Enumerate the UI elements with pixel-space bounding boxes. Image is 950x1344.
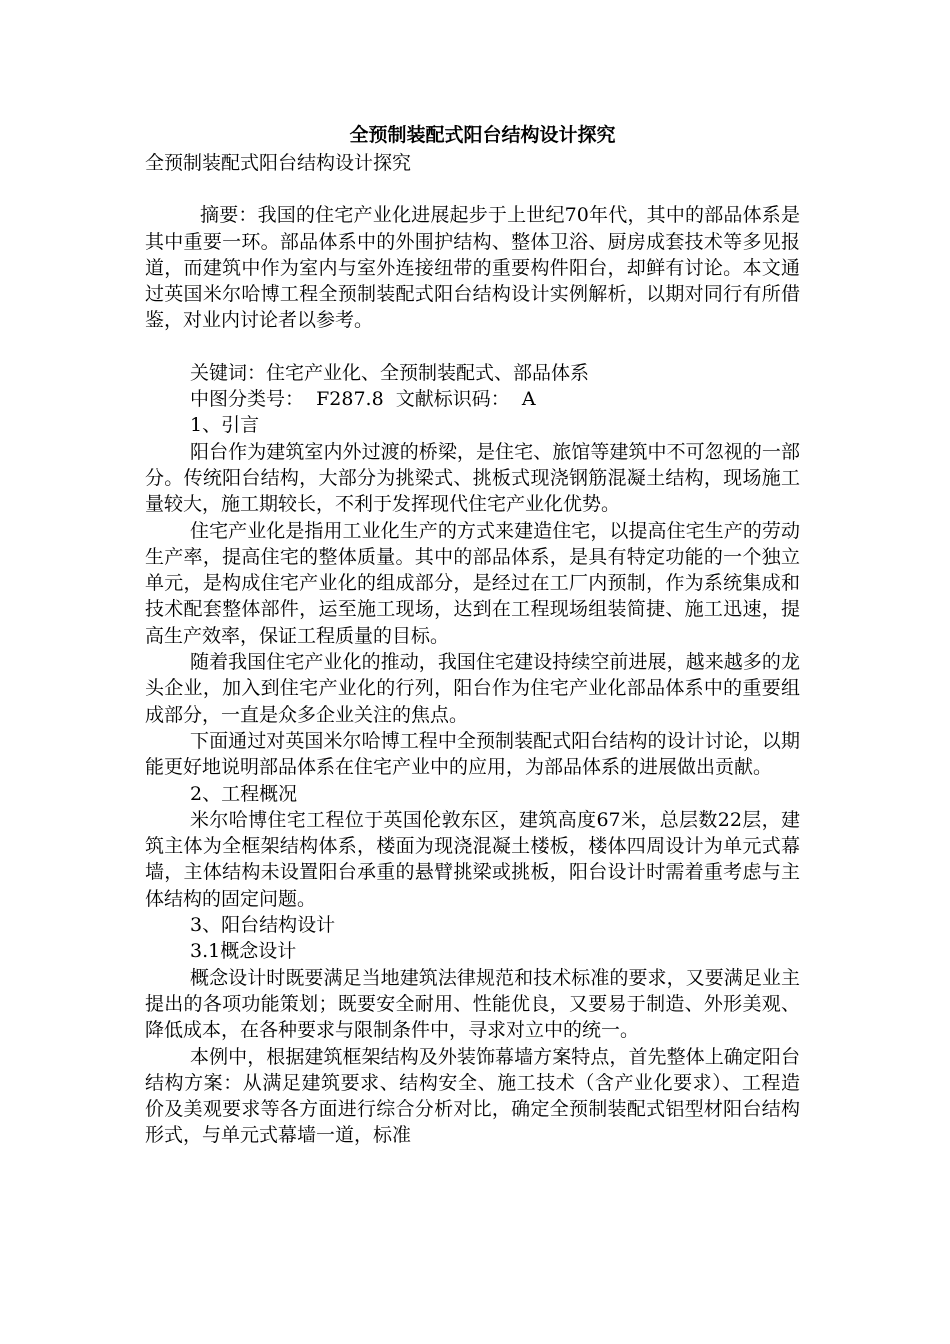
spacer bbox=[145, 176, 800, 202]
paragraph: 米尔哈博住宅工程位于英国伦敦东区，建筑高度67米，总层数22层，建筑主体为全框架结构体系，楼面为现浇混凝土楼板，楼体四周设计为单元式幕墙，主体结构未设置阳台承重的悬臂挑梁或挑板，阳台设计时需着重考虑与主体结构的固定问题。 bbox=[145, 808, 800, 910]
document-body bbox=[145, 120, 800, 1149]
paragraph: 随着我国住宅产业化的推动，我国住宅建设持续空前进展，越来越多的龙头企业，加入到住宅产业化的行列，阳台作为住宅产业化部品体系中的重要组成部分，一直是众多企业关注的焦点。 bbox=[145, 651, 800, 726]
abstract: 摘要：我国的住宅产业化进展起步于上世纪70年代，其中的部品体系是其中重要一环。部品体系中的外围护结构、整体卫浴、厨房成套技术等多见报道，而建筑中作为室内与室外连接纽带的重要构件阳台，却鲜有讨论。本文通过英国米尔哈博工程全预制装配式阳台结构设计实例解析，以期对同行有所借鉴，对业内讨论者以参考。 bbox=[145, 204, 800, 332]
document-subtitle: 全预制装配式阳台结构设计探究 bbox=[145, 152, 412, 174]
paragraph: 概念设计时既要满足当地建筑法律规范和技术标准的要求，又要满足业主提出的各项功能策划；既要安全耐用、性能优良，又要易于制造、外形美观、降低成本，在各种要求与限制条件中，寻求对立中的统一。 bbox=[145, 966, 800, 1042]
paragraph: 下面通过对英国米尔哈博工程中全预制装配式阳台结构的设计讨论，以期能更好地说明部品体系在住宅产业中的应用，为部品体系的进展做出贡献。 bbox=[145, 729, 800, 779]
keywords: 关键词：住宅产业化、全预制装配式、部品体系 bbox=[190, 361, 590, 384]
document-title: 全预制装配式阳台结构设计探究 bbox=[349, 124, 616, 146]
section-heading: 2、工程概况 bbox=[190, 782, 298, 805]
paragraph: 住宅产业化是指用工业化生产的方式来建造住宅，以提高住宅生产的劳动生产率，提高住宅的整体质量。其中的部品体系，是具有特定功能的一个独立单元，是构成住宅产业化的组成部分，是经过在工厂内预制，作为系统集成和技术配套整体部件，运至施工现场，达到在工程现场组装简捷、施工迅速，提高生产效率，保证工程质量的目标。 bbox=[145, 519, 800, 647]
section-heading: 1、引言 bbox=[190, 414, 260, 437]
subsection-heading: 3.1概念设计 bbox=[190, 940, 297, 963]
spacer bbox=[145, 334, 800, 360]
paragraph: 阳台作为建筑室内外过渡的桥梁，是住宅、旅馆等建筑中不可忽视的一部分。传统阳台结构，大部分为挑梁式、挑板式现浇钢筋混凝土结构，现场施工量较大，施工期较长，不利于发挥现代住宅产业化优势。 bbox=[145, 440, 800, 516]
classification: 中图分类号： F287.8 文献标识码： A bbox=[190, 388, 536, 411]
paragraph: 本例中，根据建筑框架结构及外装饰幕墙方案特点，首先整体上确定阳台结构方案：从满足建筑要求、结构安全、施工技术（含产业化要求）、工程造价及美观要求等各方面进行综合分析对比，确定全预制装配式铝型材阳台结构形式，与单元式幕墙一道，标准 bbox=[145, 1045, 800, 1147]
section-heading: 3、阳台结构设计 bbox=[190, 914, 336, 937]
